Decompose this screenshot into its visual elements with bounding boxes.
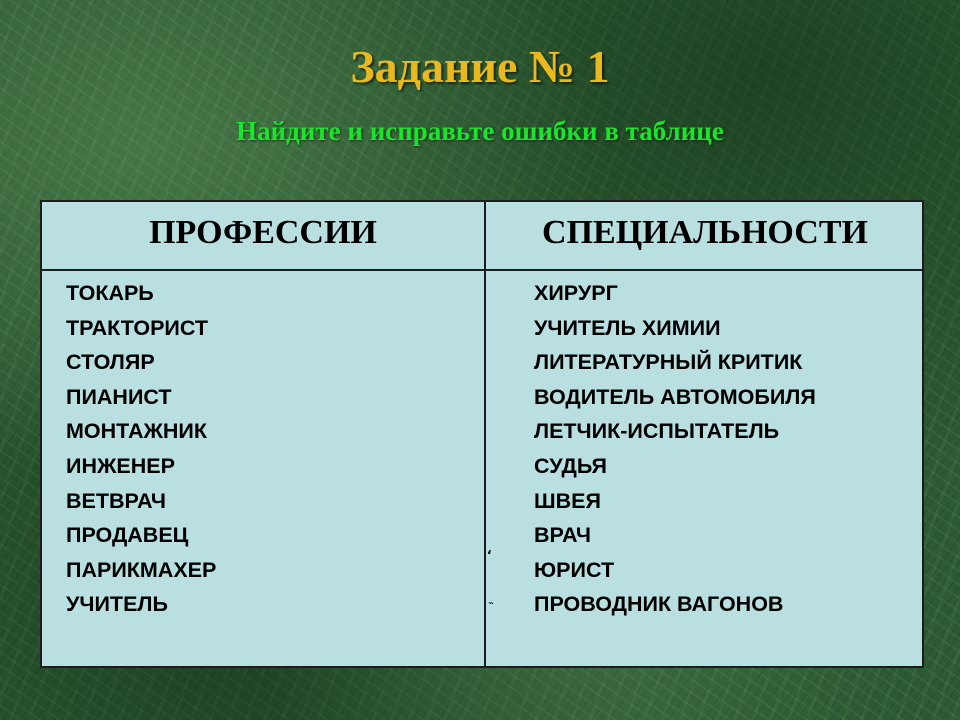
specialty-item: УЧИТЕЛЬ ХИМИИ xyxy=(534,315,721,340)
specialty-item: ЛИТЕРАТУРНЫЙ КРИТИК xyxy=(534,350,803,375)
profession-item: СТОЛЯР xyxy=(66,350,155,375)
specialty-item: ЮРИСТ xyxy=(534,557,615,582)
specialties-list xyxy=(534,276,816,622)
stray-mark: ˵ xyxy=(489,594,493,608)
header-divider xyxy=(42,269,922,271)
specialty-item: СУДЬЯ xyxy=(534,453,607,478)
specialty-item: ВРАЧ xyxy=(534,523,591,548)
header-professions: ПРОФЕССИИ xyxy=(149,214,377,251)
profession-item: УЧИТЕЛЬ xyxy=(66,592,168,617)
specialty-item: ВОДИТЕЛЬ АВТОМОБИЛЯ xyxy=(534,384,816,409)
specialty-item: ЛЕТЧИК-ИСПЫТАТЕЛЬ xyxy=(534,419,780,444)
profession-item: ПИАНИСТ xyxy=(66,384,172,409)
profession-item: ТРАКТОРИСТ xyxy=(66,315,209,340)
slide-subtitle: Найдите и исправьте ошибки в таблице xyxy=(236,116,724,146)
profession-item: ПАРИКМАХЕР xyxy=(66,557,217,582)
profession-item: ВЕТВРАЧ xyxy=(66,488,166,513)
stray-mark: ، xyxy=(487,543,492,557)
column-divider xyxy=(484,202,486,666)
specialty-item: ШВЕЯ xyxy=(534,488,601,513)
slide-title: Задание № 1 xyxy=(350,41,610,92)
profession-item: ИНЖЕНЕР xyxy=(66,453,175,478)
specialty-item: ХИРУРГ xyxy=(534,281,618,305)
profession-item: МОНТАЖНИК xyxy=(66,419,207,444)
header-specialties: СПЕЦИАЛЬНОСТИ xyxy=(542,214,868,251)
profession-item: ТОКАРЬ xyxy=(66,281,154,305)
professions-table xyxy=(40,200,924,668)
specialty-item: ПРОВОДНИК ВАГОНОВ xyxy=(534,592,784,617)
profession-item: ПРОДАВЕЦ xyxy=(66,523,189,548)
professions-list xyxy=(66,276,216,622)
